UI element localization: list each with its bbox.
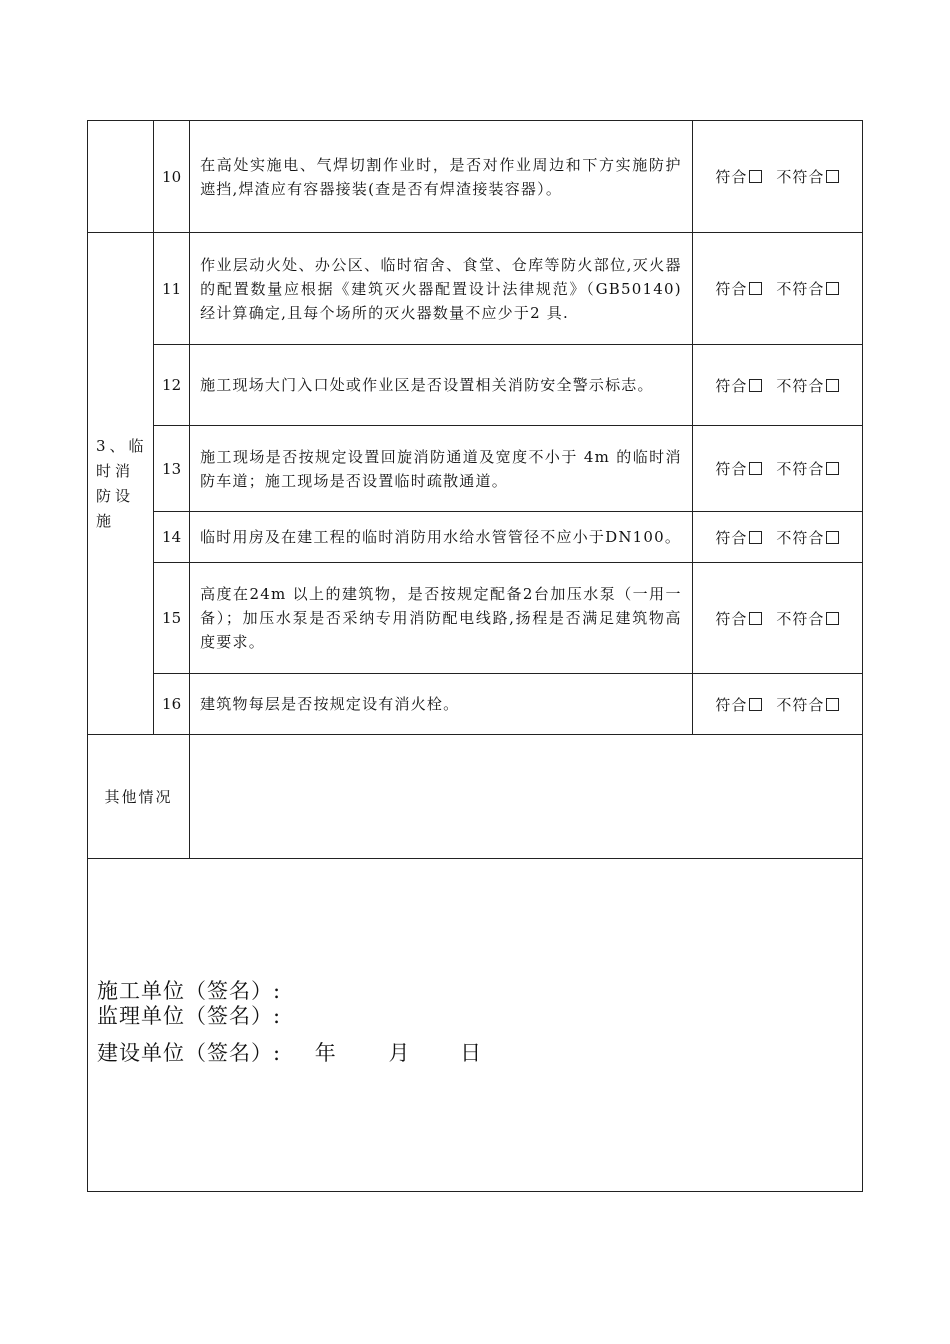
result-cell (692, 512, 862, 563)
fail-checkbox[interactable] (826, 698, 839, 711)
fail-label: 不符合 (776, 609, 825, 628)
fail-checkbox[interactable] (826, 612, 839, 625)
fail-label: 不符合 (776, 376, 825, 395)
fail-label: 不符合 (776, 460, 825, 478)
day-label: 日 (460, 1041, 483, 1065)
pass-checkbox[interactable] (749, 379, 762, 392)
pass-checkbox[interactable] (749, 170, 762, 183)
supervision-signature[interactable]: 监理单位（签名）: (97, 1004, 282, 1028)
fail-label: 不符合 (776, 280, 825, 298)
check-item: 在高处实施电、气焊切割作业时，是否对作业周边和下方实施防护遮挡,焊渣应有容器接装(查是否有焊渣接装容器）。 (190, 121, 693, 233)
check-item: 临时用房及在建工程的临时消防用水给水管管径不应小于DN100。 (190, 512, 693, 563)
pass-label: 符合 (715, 528, 748, 547)
category-label: 3、临时消防设施 (88, 233, 154, 735)
other-content[interactable] (190, 735, 863, 859)
pass-checkbox[interactable] (749, 531, 762, 544)
row-number: 10 (154, 121, 190, 233)
fail-label: 不符合 (776, 695, 825, 714)
owner-signature-line (97, 1037, 482, 1067)
result-cell (692, 426, 862, 512)
fail-label: 不符合 (776, 528, 825, 547)
row-number: 12 (154, 345, 190, 426)
result-cell (692, 233, 862, 345)
other-row (88, 735, 863, 859)
result-cell (692, 563, 862, 674)
pass-label: 符合 (715, 460, 748, 478)
fail-checkbox[interactable] (826, 170, 839, 183)
table-row (88, 674, 863, 735)
check-item: 作业层动火处、办公区、临时宿舍、食堂、仓库等防火部位,灭火器的配置数量应根据《建筑灭火器配置设计法律规范》（GB50140)经计算确定,且每个场所的灭火器数量不应少于2 具. (190, 233, 693, 345)
category-cell-empty (88, 121, 154, 233)
pass-label: 符合 (715, 280, 748, 298)
fail-checkbox[interactable] (826, 462, 839, 475)
owner-signature[interactable]: 建设单位（签名）: (97, 1041, 282, 1065)
fail-checkbox[interactable] (826, 531, 839, 544)
table-row (88, 563, 863, 674)
table-row (88, 512, 863, 563)
pass-checkbox[interactable] (749, 462, 762, 475)
month-label: 月 (388, 1041, 411, 1065)
pass-label: 符合 (715, 376, 748, 395)
row-number: 15 (154, 563, 190, 674)
construction-signature[interactable]: 施工单位（签名）: (97, 979, 282, 1003)
table-row (88, 233, 863, 345)
check-item: 施工现场是否按规定设置回旋消防通道及宽度不小于 4m 的临时消防车道；施工现场是否设置临时疏散通道。 (190, 426, 693, 512)
pass-label: 符合 (715, 695, 748, 714)
row-number: 11 (154, 233, 190, 345)
fail-checkbox[interactable] (826, 379, 839, 392)
check-item: 高度在24m 以上的建筑物，是否按规定配备2台加压水泵（一用一备）；加压水泵是否采纳专用消防配电线路,扬程是否满足建筑物高度要求。 (190, 563, 693, 674)
result-cell (692, 121, 862, 233)
pass-checkbox[interactable] (749, 698, 762, 711)
row-number: 14 (154, 512, 190, 563)
year-label: 年 (314, 1041, 337, 1065)
row-number: 16 (154, 674, 190, 735)
table-row (88, 345, 863, 426)
signature-row (88, 859, 863, 1192)
pass-checkbox[interactable] (749, 282, 762, 295)
inspection-table (87, 120, 863, 1192)
pass-label: 符合 (715, 168, 748, 186)
pass-label: 符合 (715, 609, 748, 628)
result-cell (692, 345, 862, 426)
signature-cell (88, 859, 863, 1192)
check-item: 建筑物每层是否按规定设有消火栓。 (190, 674, 693, 735)
row-number: 13 (154, 426, 190, 512)
result-cell (692, 674, 862, 735)
check-item: 施工现场大门入口处或作业区是否设置相关消防安全警示标志。 (190, 345, 693, 426)
table-row (88, 426, 863, 512)
other-label: 其他情况 (88, 735, 190, 859)
table-row (88, 121, 863, 233)
fail-checkbox[interactable] (826, 282, 839, 295)
pass-checkbox[interactable] (749, 612, 762, 625)
fail-label: 不符合 (776, 168, 825, 186)
